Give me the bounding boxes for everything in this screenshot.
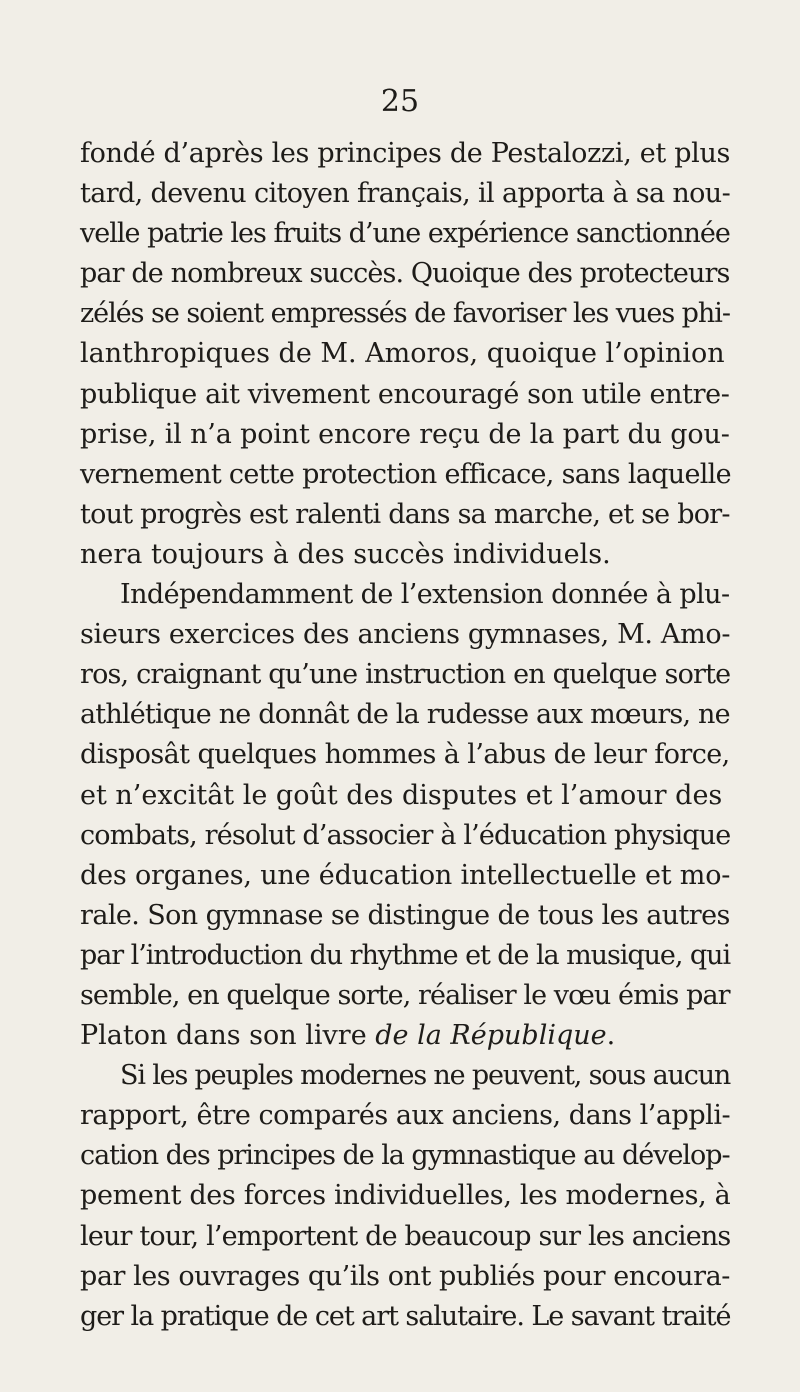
- text-line: rapport, être comparés aux anciens, dans l’appli-: [80, 1100, 731, 1132]
- text-line: tard, devenu citoyen français, il apporta à sa nou-: [80, 178, 731, 210]
- text-line-with-title: [80, 1016, 730, 1056]
- body-text: [80, 134, 730, 1337]
- text-line: velle patrie les fruits d’une expérience sanctionnée: [80, 218, 730, 250]
- text-line: athlétique ne donnât de la rudesse aux mœurs, ne: [80, 699, 730, 731]
- text-line: pement des forces individuelles, les modernes, à: [80, 1180, 731, 1212]
- text-line: semble, en quelque sorte, réaliser le vœu émis par: [80, 979, 730, 1011]
- text-line: par l’introduction du rhythme et de la musique, qui: [80, 939, 731, 971]
- text-line: prise, il n’a point encore reçu de la part du gou-: [80, 418, 730, 450]
- text-line: et n’excitât le goût des disputes et l’amour des: [80, 779, 723, 811]
- text-line: nera toujours à des succès individuels.: [80, 538, 611, 570]
- text-line: ros, craignant qu’une instruction en quelque sorte: [80, 659, 731, 691]
- text-segment: .: [606, 1020, 616, 1052]
- text-line: leur tour, l’emportent de beaucoup sur les anciens: [80, 1220, 731, 1252]
- book-title: de la République: [375, 1020, 607, 1052]
- text-line: zélés se soient empressés de favoriser les vues phi-: [80, 298, 730, 330]
- text-line: par les ouvrages qu’ils ont publiés pour encoura-: [80, 1260, 730, 1292]
- text-line: combats, résolut d’associer à l’éducation physique: [80, 819, 731, 851]
- text-line: cation des principes de la gymnastique au dévelop-: [80, 1140, 730, 1172]
- text-line: vernement cette protection efficace, sans laquelle: [80, 458, 731, 490]
- text-line: par de nombreux succès. Quoique des protecteurs: [80, 258, 730, 290]
- text-line: rale. Son gymnase se distingue de tous les autres: [80, 899, 730, 931]
- text-line: sieurs exercices des anciens gymnases, M. Amo-: [80, 619, 731, 651]
- paragraph-start-line: Si les peuples modernes ne peuvent, sous aucun: [120, 1060, 731, 1092]
- text-line: fondé d’après les principes de Pestalozzi, et plus: [80, 138, 731, 169]
- text-segment: Platon dans son livre: [80, 1020, 376, 1052]
- text-line: des organes, une éducation intellectuelle et mo-: [80, 859, 731, 891]
- page-number: 25: [380, 84, 420, 119]
- paragraph-start-line: Indépendamment de l’extension donnée à plu-: [120, 579, 730, 611]
- text-line: lanthropiques de M. Amoros, quoique l’opinion: [80, 338, 725, 370]
- text-line: tout progrès est ralenti dans sa marche, et se bor-: [80, 498, 730, 530]
- text-line: disposât quelques hommes à l’abus de leur force,: [80, 739, 730, 771]
- text-line: publique ait vivement encouragé son utile entre-: [80, 378, 730, 410]
- text-line: ger la pratique de cet art salutaire. Le savant traité: [80, 1300, 731, 1332]
